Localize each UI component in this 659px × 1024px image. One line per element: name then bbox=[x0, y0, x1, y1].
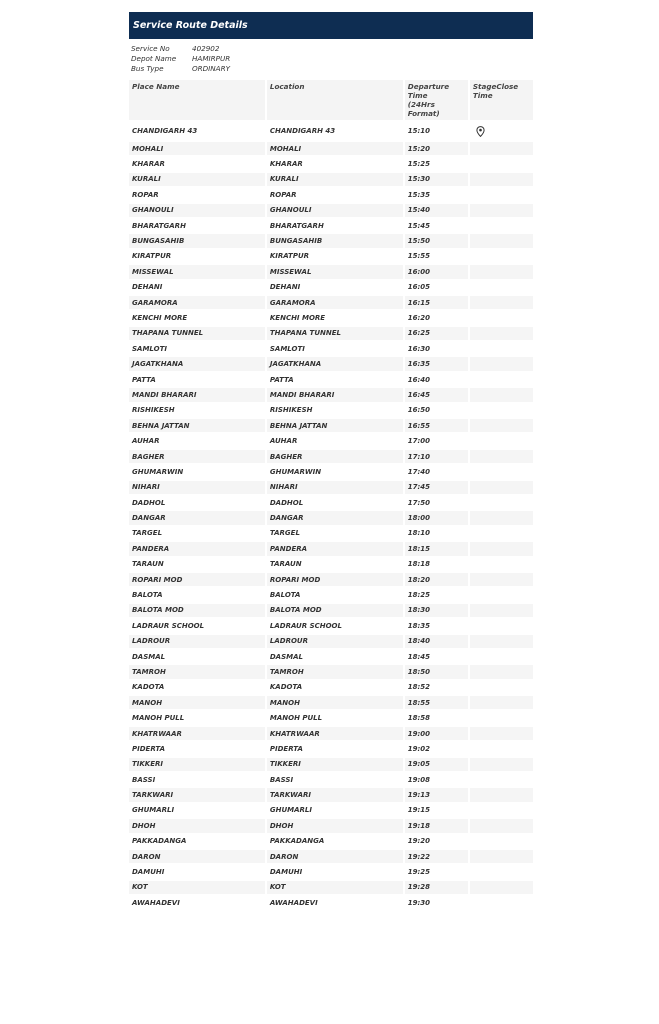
table-row bbox=[129, 465, 533, 478]
stage-close-cell bbox=[470, 419, 533, 432]
table-row bbox=[129, 250, 533, 263]
location-cell: TARAUN bbox=[269, 560, 302, 569]
departure-time-cell: 16:35 bbox=[405, 357, 468, 370]
place-name-cell: TARGEL bbox=[132, 529, 163, 538]
place-name-cell: PATTA bbox=[132, 375, 156, 384]
place-name-cell: MANDI BHARARI bbox=[129, 388, 265, 401]
table-row bbox=[129, 742, 533, 755]
service-info-value: HAMIRPUR bbox=[192, 54, 231, 63]
location-cell: BEHNA JATTAN bbox=[267, 419, 403, 432]
table-row bbox=[129, 804, 533, 817]
column-header-place: Place Name bbox=[129, 80, 265, 120]
location-cell: ROPAR bbox=[269, 190, 297, 199]
table-row bbox=[129, 788, 533, 801]
departure-time-cell: 18:10 bbox=[407, 529, 431, 538]
service-info-row bbox=[129, 64, 533, 74]
stage-close-cell bbox=[470, 234, 533, 247]
table-row bbox=[129, 219, 533, 232]
table-row bbox=[129, 511, 533, 524]
place-name-cell: BALOTA MOD bbox=[129, 604, 265, 617]
stage-close-cell bbox=[470, 542, 533, 555]
location-cell: TIKKERI bbox=[267, 758, 403, 771]
departure-time-cell: 16:30 bbox=[407, 344, 431, 353]
departure-time-cell: 18:25 bbox=[407, 591, 431, 600]
table-header-row bbox=[129, 80, 533, 120]
stage-close-cell bbox=[470, 788, 533, 801]
table-row bbox=[129, 542, 533, 555]
route-table bbox=[127, 78, 535, 912]
location-cell: GARAMORA bbox=[267, 296, 403, 309]
table-row bbox=[129, 881, 533, 894]
location-cell: SAMLOTI bbox=[269, 344, 305, 353]
place-name-cell: BUNGASAHIB bbox=[129, 234, 265, 247]
departure-time-cell: 15:30 bbox=[405, 173, 468, 186]
place-name-cell: AWAHADEVI bbox=[132, 898, 180, 907]
stage-close-cell bbox=[470, 742, 533, 755]
stage-close-cell bbox=[470, 434, 533, 447]
location-cell: MOHALI bbox=[267, 142, 403, 155]
stage-close-cell bbox=[470, 404, 533, 417]
place-name-cell: ROPARI MOD bbox=[129, 573, 265, 586]
service-info-row bbox=[129, 54, 533, 64]
table-row bbox=[129, 404, 533, 417]
stage-close-cell bbox=[470, 450, 533, 463]
place-name-cell: TAMROH bbox=[129, 665, 265, 678]
stage-close-cell bbox=[470, 573, 533, 586]
stage-close-cell bbox=[470, 122, 533, 140]
table-row bbox=[129, 281, 533, 294]
location-cell: GHUMARLI bbox=[269, 806, 313, 815]
table-row bbox=[129, 558, 533, 571]
stage-close-cell bbox=[470, 604, 533, 617]
place-name-cell: AUHAR bbox=[132, 437, 160, 446]
panel-title: Service Route Details bbox=[129, 12, 533, 39]
table-row bbox=[129, 434, 533, 447]
departure-time-cell: 16:05 bbox=[407, 283, 431, 292]
place-name-cell: KENCHI MORE bbox=[132, 313, 188, 322]
location-cell: KENCHI MORE bbox=[269, 313, 326, 322]
location-cell: BALOTA MOD bbox=[267, 604, 403, 617]
place-name-cell: ROPAR bbox=[132, 190, 159, 199]
stage-close-cell bbox=[470, 665, 533, 678]
location-cell: PAKKADANGA bbox=[269, 837, 325, 846]
place-name-cell: DARON bbox=[129, 850, 265, 863]
service-info-label: Depot Name bbox=[131, 54, 177, 63]
place-name-cell: BASSI bbox=[132, 775, 156, 784]
stage-close-cell bbox=[470, 311, 533, 324]
table-row bbox=[129, 681, 533, 694]
departure-time-cell: 18:58 bbox=[407, 714, 431, 723]
departure-time-cell: 17:10 bbox=[405, 450, 468, 463]
service-info-label: Service No bbox=[131, 44, 170, 53]
route-details-panel bbox=[129, 12, 533, 912]
place-name-cell: LADROUR bbox=[129, 635, 265, 648]
place-name-cell: PIDERTA bbox=[132, 744, 166, 753]
departure-time-cell: 19:00 bbox=[405, 727, 468, 740]
place-name-cell: DHOH bbox=[129, 819, 265, 832]
table-row bbox=[129, 865, 533, 878]
location-cell: BUNGASAHIB bbox=[267, 234, 403, 247]
departure-time-cell: 15:55 bbox=[407, 252, 431, 261]
stage-close-cell bbox=[470, 650, 533, 663]
place-name-cell: BAGHER bbox=[129, 450, 265, 463]
table-row bbox=[129, 650, 533, 663]
stage-close-cell bbox=[470, 727, 533, 740]
location-cell: TARGEL bbox=[269, 529, 300, 538]
place-name-cell: DEHANI bbox=[132, 283, 163, 292]
table-row bbox=[129, 819, 533, 832]
departure-time-cell: 18:18 bbox=[407, 560, 431, 569]
table-row bbox=[129, 696, 533, 709]
location-cell: PIDERTA bbox=[269, 744, 303, 753]
location-cell: DAMUHI bbox=[269, 868, 303, 877]
table-row bbox=[129, 850, 533, 863]
place-name-cell: GHANOULI bbox=[129, 204, 265, 217]
departure-time-cell: 16:55 bbox=[405, 419, 468, 432]
stage-close-cell bbox=[470, 881, 533, 894]
stage-close-cell bbox=[470, 819, 533, 832]
location-cell: KOT bbox=[267, 881, 403, 894]
stage-close-cell bbox=[470, 481, 533, 494]
departure-time-cell: 15:40 bbox=[405, 204, 468, 217]
stage-close-cell bbox=[470, 711, 533, 724]
departure-time-cell: 19:02 bbox=[407, 744, 431, 753]
departure-time-cell: 15:25 bbox=[407, 160, 431, 169]
table-row bbox=[129, 573, 533, 586]
stage-close-cell bbox=[470, 896, 533, 909]
departure-time-cell: 19:05 bbox=[405, 758, 468, 771]
place-name-cell: MISSEWAL bbox=[129, 265, 265, 278]
table-row bbox=[129, 234, 533, 247]
stage-close-cell bbox=[470, 188, 533, 201]
service-info-value: 402902 bbox=[192, 44, 220, 53]
location-cell: KADOTA bbox=[269, 683, 303, 692]
table-row bbox=[129, 388, 533, 401]
place-name-cell: MOHALI bbox=[129, 142, 265, 155]
departure-time-cell: 19:08 bbox=[407, 775, 431, 784]
place-name-cell: PANDERA bbox=[129, 542, 265, 555]
table-row bbox=[129, 727, 533, 740]
table-row bbox=[129, 665, 533, 678]
stage-close-cell bbox=[470, 465, 533, 478]
departure-time-cell: 18:52 bbox=[407, 683, 431, 692]
place-name-cell: MANOH PULL bbox=[132, 714, 185, 723]
departure-time-cell: 17:50 bbox=[407, 498, 431, 507]
place-name-cell: TARAUN bbox=[132, 560, 164, 569]
location-cell: ROPARI MOD bbox=[267, 573, 403, 586]
stage-close-cell bbox=[470, 758, 533, 771]
table-row bbox=[129, 311, 533, 324]
location-cell: KHATRWAAR bbox=[267, 727, 403, 740]
place-name-cell: THAPANA TUNNEL bbox=[129, 327, 265, 340]
departure-time-cell: 19:20 bbox=[407, 837, 431, 846]
departure-time-cell: 18:45 bbox=[407, 652, 431, 661]
departure-time-cell: 16:25 bbox=[405, 327, 468, 340]
location-cell: PANDERA bbox=[267, 542, 403, 555]
table-row bbox=[129, 122, 533, 140]
location-cell: PATTA bbox=[269, 375, 294, 384]
map-pin-icon[interactable] bbox=[476, 126, 485, 137]
table-row bbox=[129, 773, 533, 786]
stage-close-cell bbox=[470, 219, 533, 232]
departure-time-cell: 18:15 bbox=[405, 542, 468, 555]
table-row bbox=[129, 588, 533, 601]
stage-close-cell bbox=[470, 558, 533, 571]
stage-close-cell bbox=[470, 342, 533, 355]
departure-time-cell: 19:15 bbox=[407, 806, 431, 815]
place-name-cell: DAMUHI bbox=[132, 868, 165, 877]
place-name-cell: BHARATGARH bbox=[132, 221, 186, 230]
location-cell: DEHANI bbox=[269, 283, 301, 292]
departure-time-cell: 19:22 bbox=[405, 850, 468, 863]
departure-time-cell: 16:15 bbox=[405, 296, 468, 309]
place-name-cell: MANOH bbox=[129, 696, 265, 709]
departure-time-cell: 16:00 bbox=[405, 265, 468, 278]
location-cell: TAMROH bbox=[267, 665, 403, 678]
service-info-label: Bus Type bbox=[131, 64, 164, 73]
departure-time-cell: 18:35 bbox=[407, 621, 431, 630]
place-name-cell: KHARAR bbox=[132, 160, 165, 169]
departure-time-cell: 19:25 bbox=[407, 868, 431, 877]
table-row bbox=[129, 173, 533, 186]
location-cell: LADROUR bbox=[267, 635, 403, 648]
place-name-cell: GARAMORA bbox=[129, 296, 265, 309]
location-cell: DARON bbox=[267, 850, 403, 863]
place-name-cell: DADHOL bbox=[132, 498, 166, 507]
table-row bbox=[129, 835, 533, 848]
departure-time-cell: 19:18 bbox=[405, 819, 468, 832]
table-row bbox=[129, 481, 533, 494]
place-name-cell: NIHARI bbox=[129, 481, 265, 494]
service-info bbox=[129, 44, 533, 74]
place-name-cell: KURALI bbox=[129, 173, 265, 186]
column-header-stage-close: StageClose Time bbox=[470, 80, 533, 120]
place-name-cell: TIKKERI bbox=[129, 758, 265, 771]
stage-close-cell bbox=[470, 327, 533, 340]
departure-time-cell: 16:40 bbox=[407, 375, 431, 384]
location-cell: BASSI bbox=[269, 775, 294, 784]
location-cell: BALOTA bbox=[269, 591, 301, 600]
table-row bbox=[129, 527, 533, 540]
location-cell: THAPANA TUNNEL bbox=[267, 327, 403, 340]
stage-close-cell bbox=[470, 388, 533, 401]
stage-close-cell bbox=[470, 357, 533, 370]
location-cell: NIHARI bbox=[267, 481, 403, 494]
stage-close-cell bbox=[470, 527, 533, 540]
departure-time-cell: 18:40 bbox=[405, 635, 468, 648]
departure-time-cell: 18:30 bbox=[405, 604, 468, 617]
location-cell: AWAHADEVI bbox=[269, 898, 318, 907]
stage-close-cell bbox=[470, 588, 533, 601]
table-row bbox=[129, 265, 533, 278]
stage-close-cell bbox=[470, 496, 533, 509]
table-row bbox=[129, 758, 533, 771]
table-row bbox=[129, 419, 533, 432]
place-name-cell: BALOTA bbox=[132, 591, 163, 600]
stage-close-cell bbox=[470, 142, 533, 155]
stage-close-cell bbox=[470, 265, 533, 278]
departure-time-cell: 16:45 bbox=[405, 388, 468, 401]
place-name-cell: TARKWARI bbox=[129, 788, 265, 801]
departure-time-cell: 15:35 bbox=[407, 190, 431, 199]
departure-time-cell: 18:50 bbox=[405, 665, 468, 678]
place-name-cell: LADRAUR SCHOOL bbox=[132, 621, 205, 630]
departure-time-cell: 17:00 bbox=[407, 437, 431, 446]
location-cell: GHANOULI bbox=[267, 204, 403, 217]
location-cell: DASMAL bbox=[269, 652, 303, 661]
stage-close-cell bbox=[470, 157, 533, 170]
departure-time-cell: 18:20 bbox=[405, 573, 468, 586]
location-cell: CHANDIGARH 43 bbox=[269, 127, 336, 135]
service-info-row bbox=[129, 44, 533, 54]
departure-time-cell: 18:00 bbox=[405, 511, 468, 524]
place-name-cell: DANGAR bbox=[129, 511, 265, 524]
departure-time-cell: 15:10 bbox=[407, 127, 431, 135]
place-name-cell: JAGATKHANA bbox=[129, 357, 265, 370]
place-name-cell: KADOTA bbox=[132, 683, 165, 692]
location-cell: RISHIKESH bbox=[269, 406, 313, 415]
table-row bbox=[129, 896, 533, 909]
table-row bbox=[129, 450, 533, 463]
stage-close-cell bbox=[470, 250, 533, 263]
departure-time-cell: 17:45 bbox=[405, 481, 468, 494]
location-cell: MANDI BHARARI bbox=[267, 388, 403, 401]
location-cell: BHARATGARH bbox=[269, 221, 324, 230]
departure-time-cell: 18:55 bbox=[405, 696, 468, 709]
stage-close-cell bbox=[470, 681, 533, 694]
table-row bbox=[129, 142, 533, 155]
stage-close-cell bbox=[470, 835, 533, 848]
location-cell: BAGHER bbox=[267, 450, 403, 463]
stage-close-cell bbox=[470, 373, 533, 386]
location-cell: MANOH PULL bbox=[269, 714, 323, 723]
location-cell: DHOH bbox=[267, 819, 403, 832]
place-name-cell: KHATRWAAR bbox=[129, 727, 265, 740]
location-cell: JAGATKHANA bbox=[267, 357, 403, 370]
place-name-cell: BEHNA JATTAN bbox=[129, 419, 265, 432]
table-row bbox=[129, 204, 533, 217]
stage-close-cell bbox=[470, 296, 533, 309]
stage-close-cell bbox=[470, 619, 533, 632]
location-cell: DADHOL bbox=[269, 498, 304, 507]
stage-close-cell bbox=[470, 281, 533, 294]
location-cell: KIRATPUR bbox=[269, 252, 310, 261]
column-header-location: Location bbox=[267, 80, 403, 120]
table-row bbox=[129, 327, 533, 340]
stage-close-cell bbox=[470, 804, 533, 817]
table-row bbox=[129, 619, 533, 632]
location-cell: GHUMARWIN bbox=[269, 467, 322, 476]
location-cell: TARKWARI bbox=[267, 788, 403, 801]
departure-time-cell: 15:20 bbox=[405, 142, 468, 155]
location-cell: KURALI bbox=[267, 173, 403, 186]
departure-time-cell: 19:28 bbox=[405, 881, 468, 894]
stage-close-cell bbox=[470, 173, 533, 186]
table-row bbox=[129, 496, 533, 509]
departure-time-cell: 16:50 bbox=[407, 406, 431, 415]
stage-close-cell bbox=[470, 850, 533, 863]
table-row bbox=[129, 635, 533, 648]
location-cell: DANGAR bbox=[267, 511, 403, 524]
table-row bbox=[129, 342, 533, 355]
stage-close-cell bbox=[470, 696, 533, 709]
stage-close-cell bbox=[470, 511, 533, 524]
stage-close-cell bbox=[470, 635, 533, 648]
departure-time-cell: 15:50 bbox=[405, 234, 468, 247]
place-name-cell: SAMLOTI bbox=[132, 344, 167, 353]
place-name-cell: KOT bbox=[129, 881, 265, 894]
table-row bbox=[129, 357, 533, 370]
stage-close-cell bbox=[470, 204, 533, 217]
place-name-cell: PAKKADANGA bbox=[132, 837, 187, 846]
location-cell: MANOH bbox=[267, 696, 403, 709]
table-row bbox=[129, 296, 533, 309]
column-header-departure: Departure Time (24Hrs Format) bbox=[405, 80, 468, 120]
place-name-cell: RISHIKESH bbox=[132, 406, 175, 415]
table-row bbox=[129, 373, 533, 386]
location-cell: MISSEWAL bbox=[267, 265, 403, 278]
place-name-cell: CHANDIGARH 43 bbox=[132, 127, 198, 135]
place-name-cell: GHUMARWIN bbox=[132, 467, 184, 476]
service-info-value: ORDINARY bbox=[192, 64, 230, 73]
departure-time-cell: 19:13 bbox=[405, 788, 468, 801]
location-cell: KHARAR bbox=[269, 160, 303, 169]
table-row bbox=[129, 157, 533, 170]
departure-time-cell: 17:40 bbox=[407, 467, 431, 476]
location-cell: AUHAR bbox=[269, 437, 298, 446]
place-name-cell: DASMAL bbox=[132, 652, 166, 661]
location-cell: LADRAUR SCHOOL bbox=[269, 621, 342, 630]
table-row bbox=[129, 604, 533, 617]
stage-close-cell bbox=[470, 865, 533, 878]
departure-time-cell: 19:30 bbox=[407, 898, 431, 907]
table-row bbox=[129, 711, 533, 724]
table-row bbox=[129, 188, 533, 201]
place-name-cell: KIRATPUR bbox=[132, 252, 172, 261]
place-name-cell: GHUMARLI bbox=[132, 806, 175, 815]
stage-close-cell bbox=[470, 773, 533, 786]
departure-time-cell: 15:45 bbox=[407, 221, 431, 230]
departure-time-cell: 16:20 bbox=[407, 313, 431, 322]
